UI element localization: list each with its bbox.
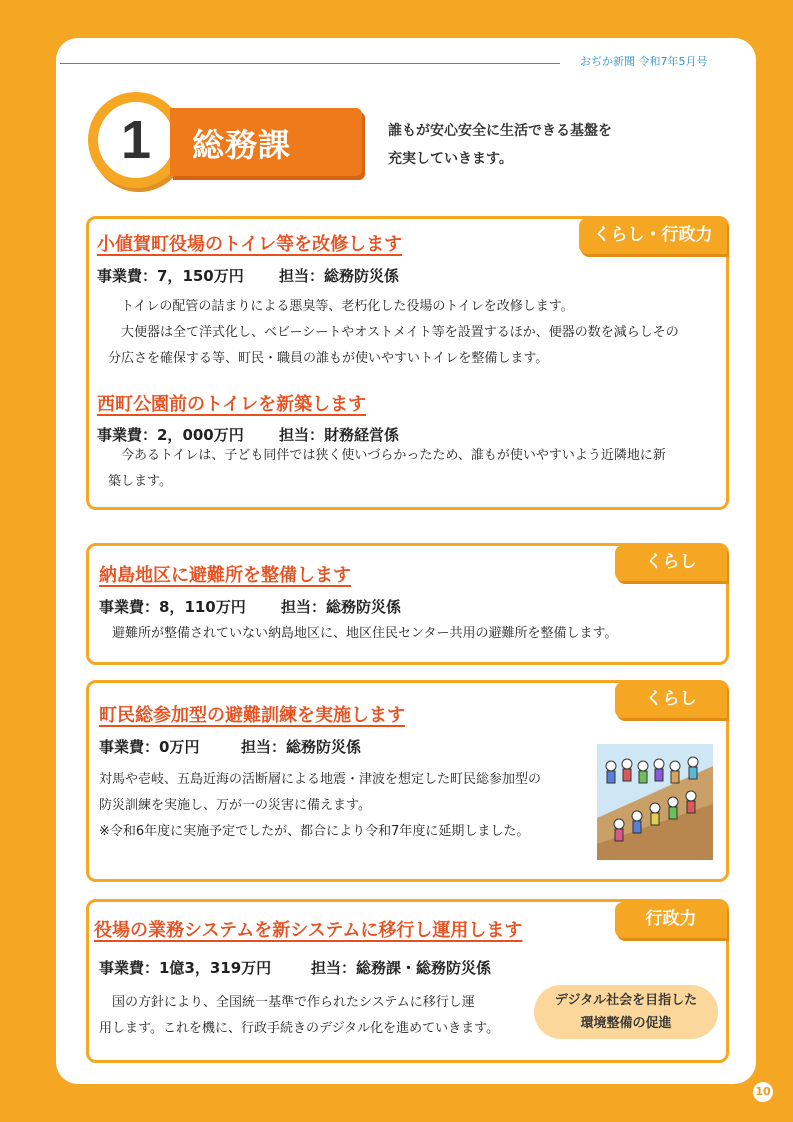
- category-tag: くらし: [615, 682, 727, 718]
- project-description: [108, 443, 718, 495]
- project-title: 納島地区に避難所を整備します: [99, 565, 351, 586]
- section-intro: [388, 117, 718, 173]
- badge-line-2: 環境整備の促進: [580, 1016, 672, 1031]
- description-line: 築します。: [108, 474, 172, 489]
- project-title: 町民総参加型の避難訓練を実施します: [99, 705, 405, 726]
- project-charge: 担当：総務防災係: [279, 267, 400, 285]
- project-cost: 事業費：7，150万円: [97, 267, 244, 285]
- project-charge: 担当：総務防災係: [281, 598, 402, 616]
- page-number: 10: [753, 1082, 773, 1102]
- goal-badge: [534, 985, 718, 1039]
- section-title: 総務課: [192, 126, 292, 164]
- project-cost-line: [99, 736, 361, 757]
- newsletter-header: おぢか新聞 令和7年5月号: [580, 55, 708, 68]
- project-cost: 事業費：0万円: [99, 738, 200, 756]
- project-cost-line: [99, 596, 401, 617]
- header-rule: [60, 63, 560, 64]
- project-cost: 事業費：1億3，319万円: [99, 959, 272, 977]
- project-cost-line: [97, 424, 399, 445]
- badge-line-1: デジタル社会を目指した: [554, 993, 698, 1008]
- project-title: 小値賀町役場のトイレ等を改修します: [97, 234, 403, 255]
- project-description: 避難所が整備されていない納島地区に、地区住民センター共用の避難所を整備します。: [112, 626, 618, 641]
- project-title: 役場の業務システムを新システムに移行し運用します: [94, 920, 523, 941]
- project-charge: 担当：財務経営係: [279, 426, 400, 444]
- description-line: 今あるトイレは、子ども同伴では狭く使いづらかったため、誰もが使いやすいよう近隣地に新: [108, 448, 666, 463]
- project-description: [99, 990, 529, 1042]
- project-cost-line: [97, 265, 399, 286]
- description-line: 防災訓練を実施し、万が一の災害に備えます。: [99, 798, 371, 813]
- project-cost: 事業費：8，110万円: [99, 598, 246, 616]
- description-line: 用します。これを機に、行政手続きのデジタル化を進めていきます。: [99, 1021, 500, 1036]
- project-description: [99, 767, 589, 845]
- project-cost: 事業費：2，000万円: [97, 426, 244, 444]
- description-line: ※令和6年度に実施予定でしたが、都合により令和7年度に延期しました。: [99, 824, 530, 839]
- description-line: 国の方針により、全国統一基準で作られたシステムに移行し運: [99, 995, 475, 1010]
- project-cost-line: [99, 957, 491, 978]
- category-tag: くらし・行政力: [579, 218, 727, 254]
- description-line: トイレの配管の詰まりによる悪臭等、老朽化した役場のトイレを改修します。: [108, 299, 574, 314]
- description-line: 分広さを確保する等、町民・職員の誰もが使いやすいトイレを整備します。: [108, 351, 549, 366]
- project-title: 西町公園前のトイレを新築します: [97, 394, 367, 415]
- project-charge: 担当：総務課・総務防災係: [311, 959, 492, 977]
- intro-line-1: 誰もが安心安全に生活できる基盤を: [388, 123, 612, 139]
- project-description: [108, 294, 718, 372]
- evacuation-drill-illustration: [597, 744, 713, 860]
- category-tag: 行政力: [615, 902, 727, 938]
- project-charge: 担当：総務防災係: [241, 738, 362, 756]
- category-tag: くらし: [615, 545, 727, 581]
- description-line: 大便器は全て洋式化し、ベビーシートやオストメイト等を設置するほか、便器の数を減らしその: [108, 325, 679, 340]
- description-line: 対馬や壱岐、五島近海の活断層による地震・津波を想定した町民総参加型の: [99, 772, 542, 787]
- section-number: 1: [98, 102, 174, 178]
- intro-line-2: 充実していきます。: [388, 151, 513, 167]
